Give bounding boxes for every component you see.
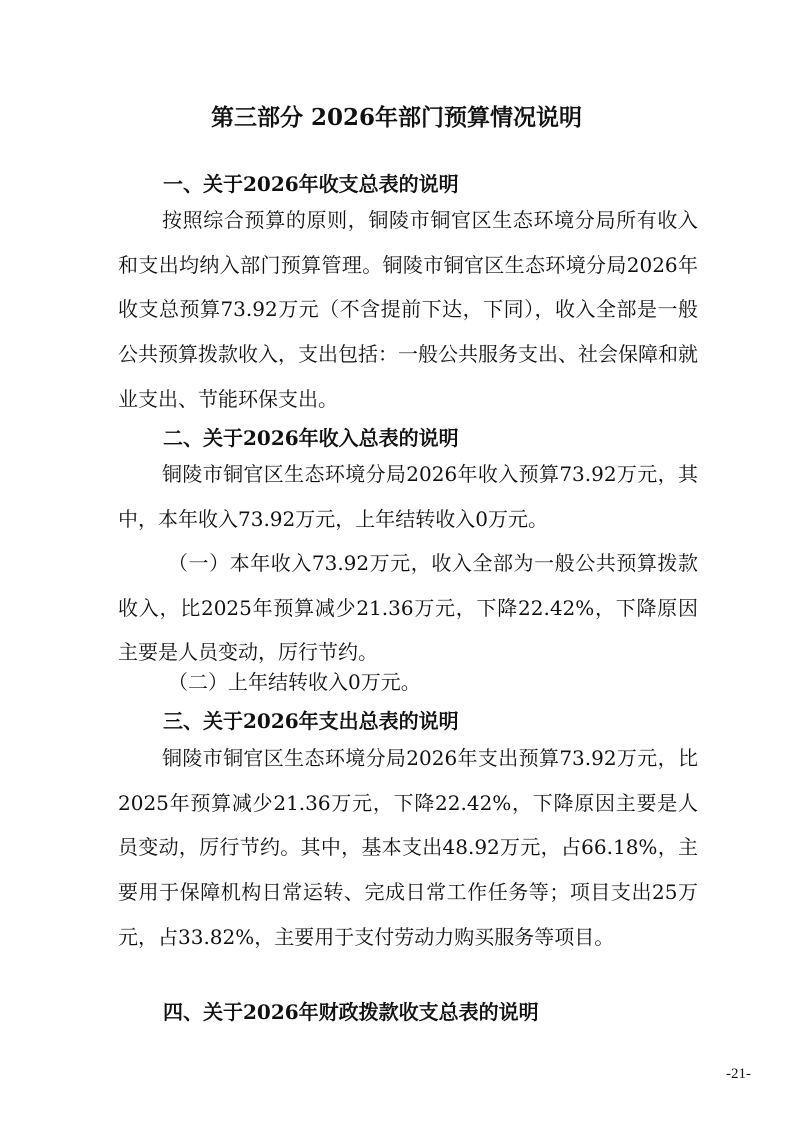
paragraph: 按照综合预算的原则，铜陵市铜官区生态环境分局所有收入和支出均纳入部门预算管理。铜陵市铜官区生态环境分局2026年收支总预算73.92万元（不含提前下达，下同），收入全部是一般公共预算拨款收入，支出包括：一般公共服务支出、社会保障和就业支出、节能环保支出。	[118, 208, 698, 411]
paragraph: 铜陵市铜官区生态环境分局2026年支出预算73.92万元，比2025年预算减少21.36万元，下降22.42%，下降原因主要是人员变动，厉行节约。其中，基本支出48.92万元，占66.18%，主要用于保障机构日常运转、完成日常工作任务等；项目支出25万元，占33.82%，主要用于支付劳动力购买服务等项目。	[118, 746, 698, 949]
section-heading-4: 四、关于2026年财政拨款收支总表的说明	[163, 1000, 539, 1024]
section-heading-2: 二、关于2026年收入总表的说明	[163, 426, 459, 450]
section-heading-3: 三、关于2026年支出总表的说明	[163, 709, 459, 733]
section-heading-1: 一、关于2026年收支总表的说明	[163, 172, 459, 196]
paragraph: （一）本年收入73.92万元，收入全部为一般公共预算拨款收入，比2025年预算减少21.36万元，下降22.42%，下降原因主要是人员变动，厉行节约。	[118, 551, 698, 665]
page-title: 第三部分 2026年部门预算情况说明	[210, 104, 583, 131]
page-number: -21-	[726, 1066, 751, 1082]
paragraph: （二）上年结转收入0万元。	[168, 670, 421, 694]
paragraph: 铜陵市铜官区生态环境分局2026年收入预算73.92万元，其中，本年收入73.92万元，上年结转收入0万元。	[118, 462, 698, 531]
